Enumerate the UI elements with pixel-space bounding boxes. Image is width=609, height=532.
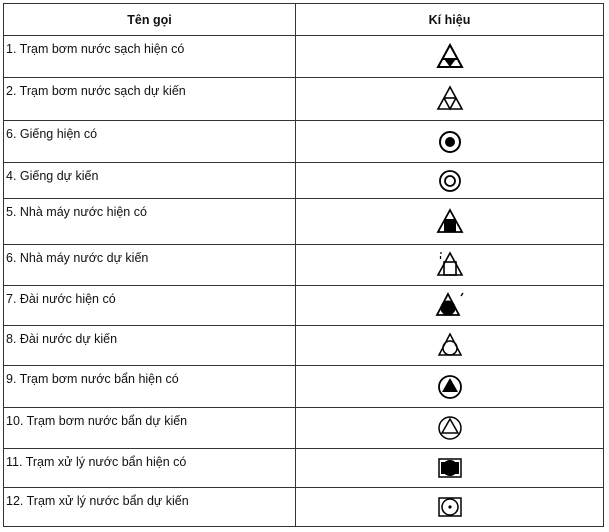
row-label: 6. Giếng hiện có bbox=[4, 121, 296, 163]
row-symbol bbox=[296, 163, 604, 199]
row-symbol bbox=[296, 488, 604, 527]
row-label: 1. Trạm bơm nước sạch hiện có bbox=[4, 36, 296, 78]
row-symbol bbox=[296, 245, 604, 286]
table-row bbox=[4, 326, 604, 366]
row-symbol bbox=[296, 408, 604, 449]
table-row bbox=[4, 408, 604, 449]
pump-station-waste-planned-icon bbox=[435, 413, 465, 443]
row-label: 5. Nhà máy nước hiện có bbox=[4, 199, 296, 245]
table-row bbox=[4, 121, 604, 163]
table-row bbox=[4, 449, 604, 488]
symbol-legend-table bbox=[3, 3, 604, 527]
treatment-plant-planned-icon bbox=[435, 492, 465, 522]
row-label: 8. Đài nước dự kiến bbox=[4, 326, 296, 366]
row-label: 11. Trạm xử lý nước bẩn hiện có bbox=[4, 449, 296, 488]
water-plant-existing-icon bbox=[435, 207, 465, 237]
row-symbol bbox=[296, 286, 604, 326]
table-row bbox=[4, 163, 604, 199]
table-row bbox=[4, 366, 604, 408]
row-symbol bbox=[296, 78, 604, 121]
header-name: Tên gọi bbox=[4, 4, 296, 36]
row-label: 6. Nhà máy nước dự kiến bbox=[4, 245, 296, 286]
row-symbol bbox=[296, 449, 604, 488]
row-label: 10. Trạm bơm nước bẩn dự kiến bbox=[4, 408, 296, 449]
table-row bbox=[4, 245, 604, 286]
row-label: 9. Trạm bơm nước bẩn hiện có bbox=[4, 366, 296, 408]
table-row bbox=[4, 199, 604, 245]
well-planned-icon bbox=[435, 166, 465, 196]
pump-station-waste-existing-icon bbox=[435, 372, 465, 402]
row-symbol bbox=[296, 366, 604, 408]
water-tower-existing-icon bbox=[434, 291, 466, 321]
pump-station-clean-existing-icon bbox=[435, 42, 465, 72]
row-label: 4. Giếng dự kiến bbox=[4, 163, 296, 199]
well-existing-icon bbox=[435, 127, 465, 157]
water-tower-planned-icon bbox=[435, 331, 465, 361]
table-row bbox=[4, 286, 604, 326]
treatment-plant-existing-icon bbox=[435, 453, 465, 483]
row-label: 12. Trạm xử lý nước bẩn dự kiến bbox=[4, 488, 296, 527]
row-symbol bbox=[296, 326, 604, 366]
table-row bbox=[4, 36, 604, 78]
pump-station-clean-planned-icon bbox=[435, 84, 465, 114]
header-row bbox=[4, 4, 604, 36]
row-symbol bbox=[296, 36, 604, 78]
row-label: 7. Đài nước hiện có bbox=[4, 286, 296, 326]
header-symbol: Kí hiệu bbox=[296, 4, 604, 36]
row-symbol bbox=[296, 199, 604, 245]
table-row bbox=[4, 78, 604, 121]
table-row bbox=[4, 488, 604, 527]
water-plant-planned-icon bbox=[435, 250, 465, 280]
row-symbol bbox=[296, 121, 604, 163]
row-label: 2. Trạm bơm nước sạch dự kiến bbox=[4, 78, 296, 121]
